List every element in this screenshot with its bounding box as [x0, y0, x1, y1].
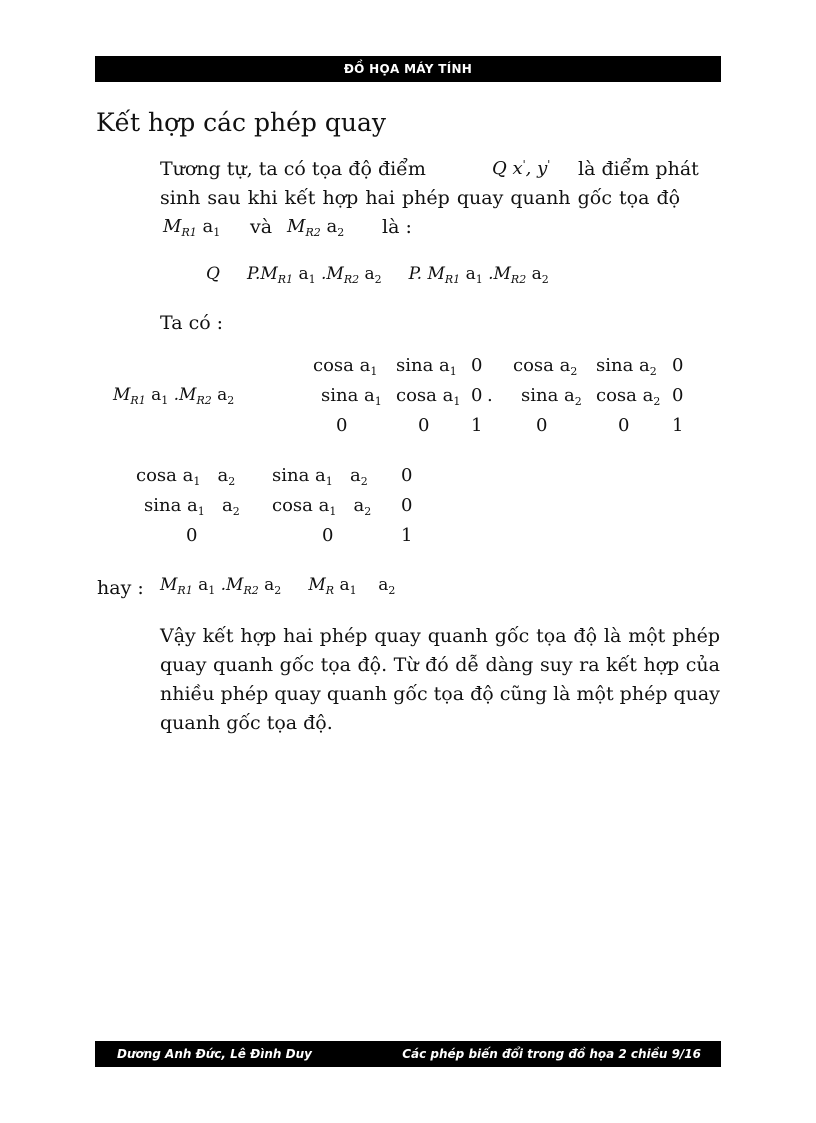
- page-footer: [95, 1041, 721, 1067]
- matrix-r1-cell: 0: [471, 385, 483, 406]
- matrix-r2-cell: sina $a_2$: [596, 355, 657, 378]
- matrix-r2-cell: 0: [536, 415, 548, 436]
- matrix-r1-cell: 0: [471, 355, 483, 376]
- matrix-product-dot: .: [487, 385, 493, 406]
- intro-line-2: sinh sau khi kết hợp hai phép quay quanh gốc tọa độ: [160, 187, 681, 209]
- intro-line-1a: Tương tự, ta có tọa độ điểm: [160, 158, 426, 180]
- intro-word-la: là :: [382, 216, 412, 238]
- equation-combined-rotation: $M_{R1}$ $a_1$ $.M_{R2}$ $a_2$ $M_R$ $a_1$ $a_2$: [160, 575, 396, 597]
- rotation-m1-expression: $M_{R1}$ $a_1$: [163, 216, 221, 239]
- matrix-r1-cell: sina $a_1$: [321, 385, 382, 408]
- hay-label: hay :: [97, 577, 144, 599]
- matrix-result-cell: 0: [401, 465, 413, 486]
- matrix-r2-cell: cosa $a_2$: [513, 355, 578, 378]
- point-q-expression: Q x', y': [492, 158, 551, 179]
- matrix-r2-cell: 0: [672, 385, 684, 406]
- matrix-product-lhs: $M_{R1}$ $a_1$ $.M_{R2}$ $a_2$: [113, 385, 235, 407]
- matrix-r2-cell: cosa $a_2$: [596, 385, 661, 408]
- matrix-r1-cell: 0: [336, 415, 348, 436]
- matrix-r2-cell: 0: [672, 355, 684, 376]
- equation-q-composition: Q $P.M_{R1}$ $a_1$ $.M_{R2}$ $a_2$ P. $M_{R1}$ $a_1$ $.M_{R2}$ $a_2$: [206, 264, 549, 286]
- matrix-result-cell: cosa $a_1$ $a_2$: [272, 495, 372, 518]
- matrix-result-cell: sina $a_1$ $a_2$: [272, 465, 368, 488]
- matrix-result-cell: cosa $a_1$ $a_2$: [136, 465, 236, 488]
- matrix-result-cell: 0: [401, 495, 413, 516]
- matrix-result-cell: 0: [322, 525, 334, 546]
- conclusion-paragraph: Vậy kết hợp hai phép quay quanh gốc tọa độ là một phép quay quanh gốc tọa độ. Từ đó dễ dàng suy ra kết hợp của nhiều phép quay quanh gốc tọa độ cũng là một phép quay quanh gốc tọa độ.: [160, 625, 720, 734]
- footer-chapter-page: Các phép biến đổi trong đồ họa 2 chiều 9/16: [402, 1047, 701, 1061]
- footer-authors: Dương Anh Đức, Lê Đình Duy: [117, 1047, 312, 1061]
- matrix-r2-cell: 1: [672, 415, 684, 436]
- matrix-result-cell: 0: [186, 525, 198, 546]
- matrix-result-cell: 1: [401, 525, 413, 546]
- matrix-r1-cell: 1: [471, 415, 483, 436]
- matrix-r1-cell: cosa $a_1$: [313, 355, 378, 378]
- matrix-r2-cell: 0: [618, 415, 630, 436]
- page-header: ĐỒ HỌA MÁY TÍNH: [95, 56, 721, 82]
- section-title: Kết hợp các phép quay: [96, 108, 386, 137]
- matrix-r1-cell: sina $a_1$: [396, 355, 457, 378]
- matrix-r1-cell: 0: [418, 415, 430, 436]
- rotation-m2-expression: $M_{R2}$ $a_2$: [287, 216, 345, 239]
- matrix-r2-cell: sina $a_2$: [521, 385, 582, 408]
- ta-co-label: Ta có :: [160, 312, 224, 334]
- matrix-result-cell: sina $a_1$ $a_2$: [144, 495, 240, 518]
- intro-word-va: và: [250, 216, 273, 238]
- intro-line-1b: là điểm phát: [578, 158, 699, 180]
- matrix-r1-cell: cosa $a_1$: [396, 385, 461, 408]
